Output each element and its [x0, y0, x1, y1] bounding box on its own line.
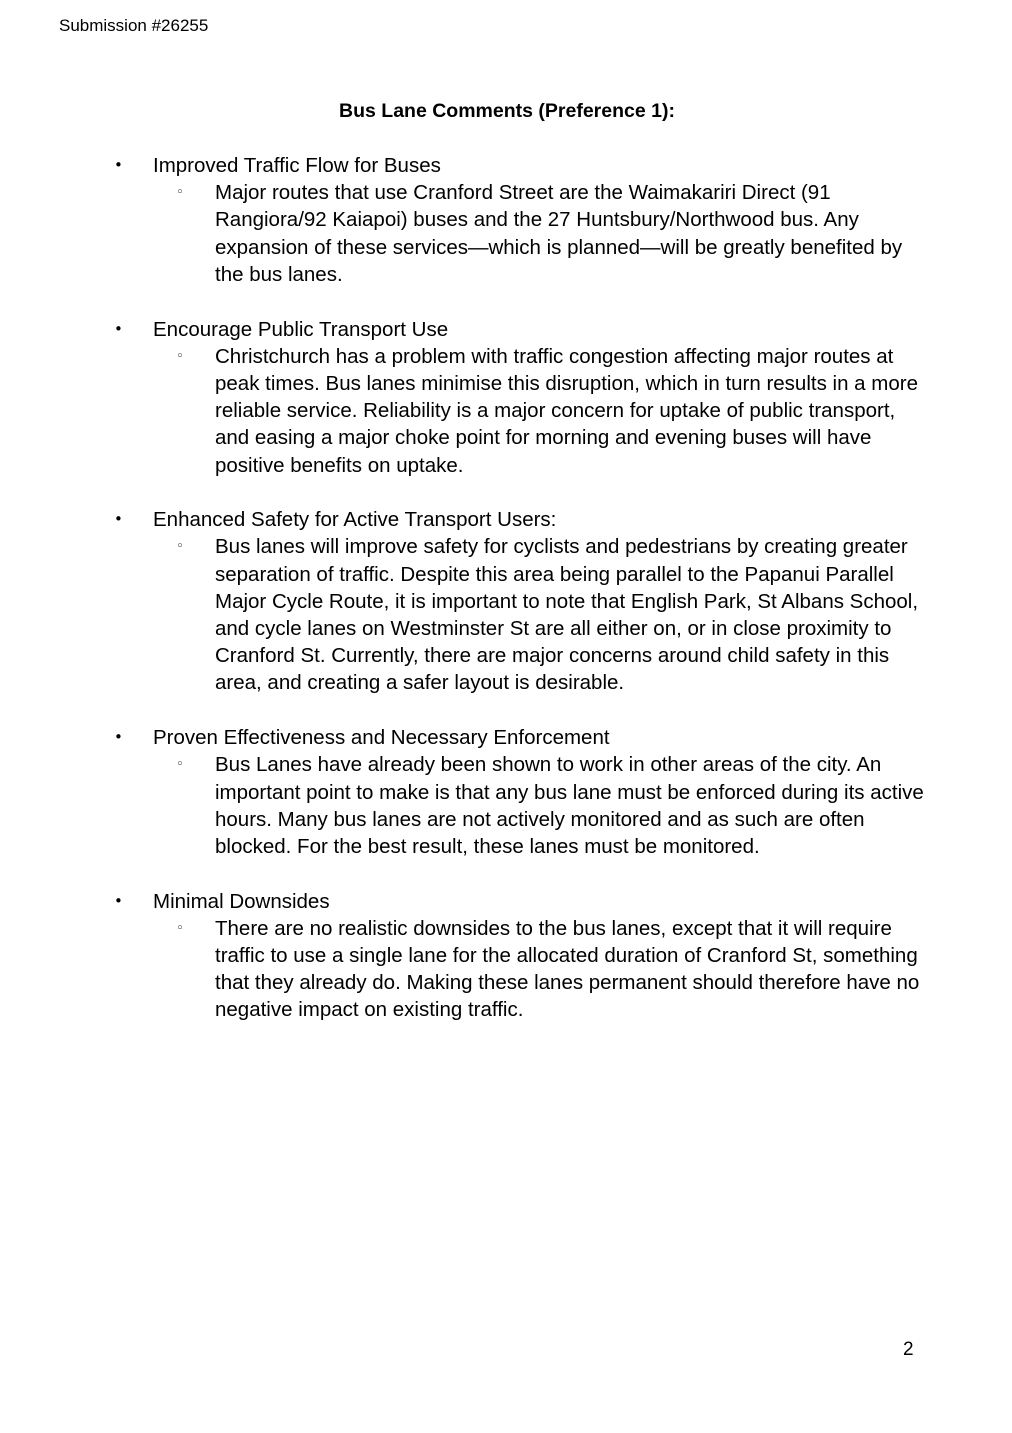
- list-item: [0, 888, 1012, 1024]
- list-item: [0, 316, 1012, 479]
- sub-list-item: [0, 179, 1012, 288]
- bullet-detail: Major routes that use Cranford Street are the Waimakariri Direct (91 Rangiora/92 Kaiapoi) buses and the 27 Huntsbury/Northwood bus. Any expansion of these services—which is planned—will be greatly benefited by the bus lanes.: [215, 181, 903, 286]
- bullet-detail: Bus lanes will improve safety for cyclists and pedestrians by creating greater separation of traffic. Despite this area being parallel to the Papanui Parallel Major Cycle Route, it is important to note that English Park, St Albans School, and cycle lanes on Westminster St are all either on, or in close proximity to Cranford St. Currently, there are major concerns around child safety in this area, and creating a safer layout is desirable.: [215, 535, 919, 695]
- page-number: 2: [903, 1339, 914, 1360]
- list-item: [0, 724, 1012, 860]
- bullet-detail: There are no realistic downsides to the bus lanes, except that it will require traffic to use a single lane for the allocated duration of Cranford St, something that they already do. Making these lanes permanent should therefore have no negative impact on existing traffic.: [215, 916, 920, 1022]
- sub-list-item: [0, 751, 1012, 860]
- sub-list-item: [0, 915, 1012, 1024]
- list-item: [0, 152, 1012, 288]
- sub-list: [0, 533, 1012, 696]
- circle-bullet-icon: ◦: [176, 920, 184, 936]
- sub-list: [0, 343, 1012, 479]
- circle-bullet-icon: ◦: [176, 348, 184, 364]
- bullet-heading: Encourage Public Transport Use: [153, 317, 449, 341]
- comment-list: [0, 152, 1012, 1051]
- circle-bullet-icon: ◦: [176, 757, 184, 773]
- bullet-icon: •: [114, 728, 123, 747]
- sub-list-item: [0, 533, 1012, 696]
- bullet-heading: Enhanced Safety for Active Transport Users:: [153, 508, 557, 532]
- circle-bullet-icon: ◦: [176, 539, 184, 555]
- bullet-heading: Improved Traffic Flow for Buses: [153, 154, 441, 177]
- sub-list: [0, 179, 1012, 288]
- circle-bullet-icon: ◦: [176, 185, 184, 201]
- document-title: Bus Lane Comments (Preference 1):: [339, 100, 675, 122]
- bullet-icon: •: [114, 319, 123, 338]
- bullet-heading: Minimal Downsides: [153, 889, 330, 913]
- bullet-icon: •: [114, 156, 123, 174]
- bullet-icon: •: [114, 891, 123, 910]
- sub-list: [0, 915, 1012, 1024]
- sub-list: [0, 751, 1012, 860]
- bullet-detail: Bus Lanes have already been shown to work in other areas of the city. An important point to make is that any bus lane must be enforced during its active hours. Many bus lanes are not actively monitored and as such are often blocked. For the best result, these lanes must be monitored.: [215, 753, 924, 858]
- bullet-heading: Proven Effectiveness and Necessary Enforcement: [153, 726, 610, 750]
- bullet-detail: Christchurch has a problem with traffic congestion affecting major routes at peak times. Bus lanes minimise this disruption, which in turn results in a more reliable service. Reliability is a major concern for uptake of public transport, and easing a major choke point for morning and evening buses will have positive benefits on uptake.: [215, 344, 918, 477]
- bullet-icon: •: [114, 510, 123, 529]
- submission-id: Submission #26255: [59, 16, 209, 35]
- list-item: [0, 506, 1012, 696]
- sub-list-item: [0, 343, 1012, 479]
